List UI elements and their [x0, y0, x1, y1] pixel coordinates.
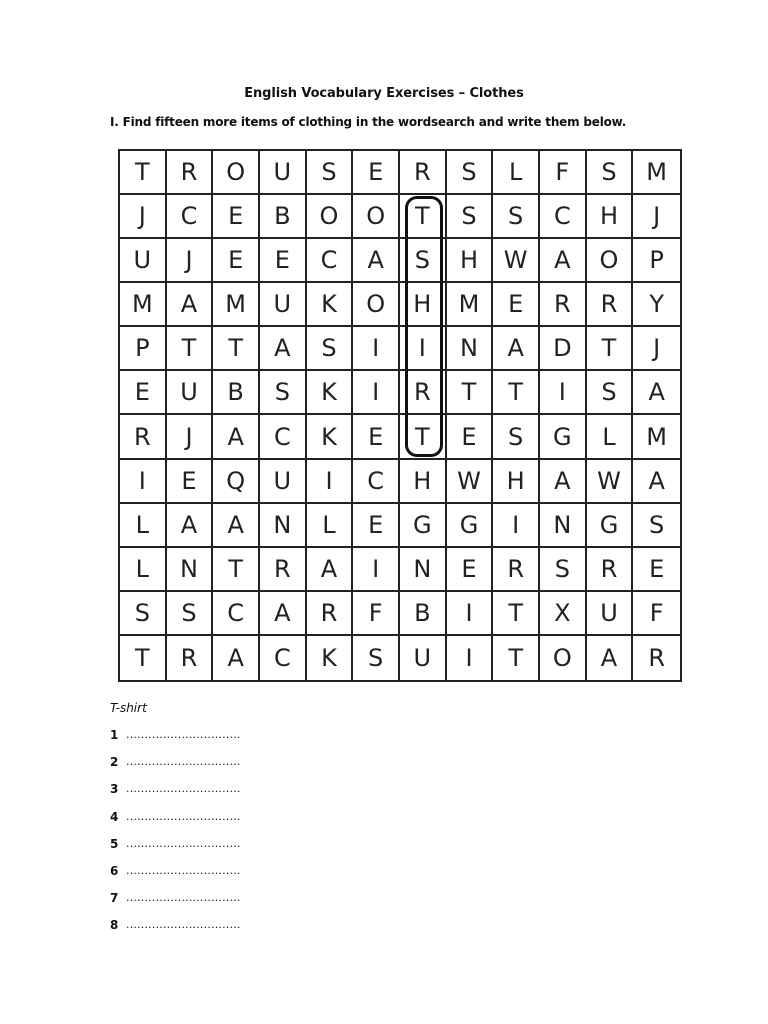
grid-cell[interactable]: A: [493, 327, 540, 371]
grid-cell[interactable]: A: [260, 592, 307, 636]
answer-row: [110, 837, 241, 864]
answer-row: [110, 918, 241, 945]
grid-cell[interactable]: E: [353, 504, 400, 548]
grid-cell[interactable]: C: [307, 239, 354, 283]
grid-cell[interactable]: R: [400, 151, 447, 195]
grid-cell[interactable]: B: [213, 371, 260, 415]
grid-cell[interactable]: S: [633, 504, 680, 548]
grid-cell[interactable]: C: [353, 460, 400, 504]
grid-cell[interactable]: I: [353, 548, 400, 592]
answer-row: [110, 755, 241, 782]
grid-cell[interactable]: R: [648, 643, 665, 672]
grid-cell[interactable]: N: [447, 327, 494, 371]
grid-cell[interactable]: T: [493, 592, 540, 636]
instruction-text: I. Find fifteen more items of clothing in the wordsearch and write them below.: [110, 115, 627, 129]
grid-cell[interactable]: R: [540, 283, 587, 327]
grid-cell[interactable]: H: [587, 195, 634, 239]
grid-cell[interactable]: E: [213, 239, 260, 283]
answer-blank[interactable]: ...............................: [126, 782, 241, 796]
answer-number: 2: [110, 755, 119, 770]
grid-cell[interactable]: B: [260, 195, 307, 239]
grid-cell[interactable]: S: [167, 592, 214, 636]
grid-cell[interactable]: U: [587, 592, 634, 636]
answer-number: 8: [110, 918, 119, 933]
grid-cell[interactable]: W: [587, 460, 634, 504]
answer-row: [110, 891, 241, 918]
grid-cell[interactable]: S: [587, 371, 634, 415]
grid-cell[interactable]: E: [353, 415, 400, 459]
grid-cell[interactable]: T: [167, 327, 214, 371]
grid-cell[interactable]: U: [260, 460, 307, 504]
answer-blank[interactable]: ...............................: [126, 809, 241, 823]
grid-cell[interactable]: S: [540, 548, 587, 592]
answer-number: 5: [110, 836, 119, 851]
grid-cell[interactable]: O: [353, 195, 400, 239]
grid-cell[interactable]: A: [167, 283, 214, 327]
grid-cell[interactable]: R: [587, 283, 634, 327]
grid-cell[interactable]: A: [213, 504, 260, 548]
grid-cell[interactable]: I: [307, 460, 354, 504]
grid-cell[interactable]: J: [167, 239, 214, 283]
grid-cell[interactable]: T: [213, 548, 260, 592]
answer-row: [110, 864, 241, 891]
grid-cell[interactable]: E: [260, 239, 307, 283]
grid-cell[interactable]: O: [213, 151, 260, 195]
grid-cell[interactable]: R: [120, 415, 167, 459]
grid-cell[interactable]: T: [493, 636, 540, 680]
grid-cell[interactable]: A: [540, 239, 587, 283]
grid-cell[interactable]: U: [400, 636, 447, 680]
grid-cell[interactable]: S: [260, 371, 307, 415]
grid-cell[interactable]: G: [447, 504, 494, 548]
answer-number: 1: [110, 728, 119, 742]
grid-cell[interactable]: L: [307, 504, 354, 548]
grid-cell[interactable]: K: [307, 283, 354, 327]
grid-cell[interactable]: A: [213, 636, 260, 680]
grid-cell[interactable]: P: [633, 239, 680, 283]
grid-cell[interactable]: R: [493, 548, 540, 592]
grid-cell[interactable]: O: [307, 195, 354, 239]
grid-cell[interactable]: A: [260, 327, 307, 371]
grid-cell[interactable]: T: [400, 195, 447, 239]
answer-number: 7: [110, 891, 119, 906]
grid-cell[interactable]: H: [447, 239, 494, 283]
grid-cell[interactable]: J: [167, 415, 214, 459]
grid-cell[interactable]: I: [400, 327, 447, 371]
grid-cell[interactable]: S: [353, 636, 400, 680]
grid-cell[interactable]: E: [447, 548, 494, 592]
grid-cell[interactable]: U: [260, 283, 307, 327]
grid-cell[interactable]: G: [540, 415, 587, 459]
page-title: English Vocabulary Exercises – Clothes: [244, 86, 524, 101]
answer-list: [110, 728, 241, 946]
grid-cell[interactable]: N: [167, 548, 214, 592]
grid-cell[interactable]: O: [540, 636, 587, 680]
grid-cell[interactable]: R: [587, 548, 634, 592]
answer-blank[interactable]: ...............................: [126, 728, 241, 741]
grid-cell[interactable]: L: [120, 548, 167, 592]
answer-blank[interactable]: ...............................: [126, 755, 241, 769]
grid-cell[interactable]: G: [400, 504, 447, 548]
grid-cell[interactable]: J: [633, 195, 680, 239]
grid-cell[interactable]: H: [400, 283, 447, 327]
grid-cell[interactable]: M: [633, 415, 680, 459]
grid-cell[interactable]: P: [120, 327, 167, 371]
answer-row: [110, 782, 241, 809]
answer-blank[interactable]: ...............................: [126, 891, 241, 905]
grid-cell[interactable]: L: [120, 504, 167, 548]
grid-cell[interactable]: M: [213, 283, 260, 327]
answer-number: 3: [110, 782, 119, 797]
grid-cell[interactable]: J: [120, 195, 167, 239]
grid-cell[interactable]: J: [633, 327, 680, 371]
grid-cell[interactable]: T: [400, 415, 447, 459]
answer-number: 4: [110, 809, 119, 824]
grid-cell[interactable]: O: [587, 239, 634, 283]
grid-cell[interactable]: C: [260, 636, 307, 680]
grid-cell[interactable]: I: [493, 504, 540, 548]
grid-cell[interactable]: X: [540, 592, 587, 636]
grid-cell[interactable]: S: [307, 151, 354, 195]
grid-cell[interactable]: I: [120, 460, 167, 504]
grid-cell[interactable]: K: [307, 371, 354, 415]
grid-cell[interactable]: T: [493, 371, 540, 415]
grid-cell[interactable]: T: [587, 327, 634, 371]
grid-cell[interactable]: C: [167, 195, 214, 239]
grid-cell[interactable]: N: [260, 504, 307, 548]
grid-cell[interactable]: U: [167, 371, 214, 415]
grid-cell[interactable]: S: [447, 151, 494, 195]
answer-number: 6: [110, 863, 119, 878]
grid-cell[interactable]: H: [400, 460, 447, 504]
grid-cell[interactable]: F: [540, 151, 587, 195]
grid-cell[interactable]: I: [447, 636, 494, 680]
grid-cell[interactable]: M: [120, 283, 167, 327]
wordsearch-grid: [118, 149, 682, 682]
grid-cell[interactable]: A: [540, 460, 587, 504]
grid-cell[interactable]: N: [400, 548, 447, 592]
grid-cell[interactable]: I: [447, 592, 494, 636]
answer-row: [110, 810, 241, 837]
grid-cell[interactable]: Y: [633, 283, 680, 327]
grid-cell[interactable]: C: [213, 592, 260, 636]
answer-blank[interactable]: ...............................: [126, 863, 241, 877]
grid-cell[interactable]: A: [167, 504, 214, 548]
grid-cell[interactable]: B: [400, 592, 447, 636]
grid-cell[interactable]: F: [633, 592, 680, 636]
example-answer: T-shirt: [110, 701, 147, 715]
grid-cell[interactable]: U: [120, 239, 167, 283]
grid-cell[interactable]: D: [540, 327, 587, 371]
grid-cell[interactable]: T: [120, 151, 167, 195]
grid-cell[interactable]: A: [307, 548, 354, 592]
grid-cell[interactable]: E: [213, 195, 260, 239]
grid-cell[interactable]: E: [167, 460, 214, 504]
grid-cell[interactable]: E: [353, 151, 400, 195]
grid-cell[interactable]: W: [447, 460, 494, 504]
grid-cell[interactable]: E: [120, 371, 167, 415]
grid-cell[interactable]: L: [493, 151, 540, 195]
grid-cell[interactable]: I: [353, 371, 400, 415]
grid-cell[interactable]: G: [587, 504, 634, 548]
grid-cell[interactable]: R: [307, 592, 354, 636]
grid-cell[interactable]: A: [353, 239, 400, 283]
grid-cell[interactable]: S: [587, 151, 634, 195]
grid-cell[interactable]: S: [400, 239, 447, 283]
grid-cell[interactable]: A: [213, 415, 260, 459]
grid-cell[interactable]: H: [493, 460, 540, 504]
grid-cell[interactable]: O: [353, 283, 400, 327]
grid-cell[interactable]: C: [260, 415, 307, 459]
grid-cell[interactable]: C: [540, 195, 587, 239]
grid-cell[interactable]: N: [540, 504, 587, 548]
grid-cell[interactable]: A: [633, 460, 680, 504]
grid-cell[interactable]: E: [447, 415, 494, 459]
grid-cell[interactable]: R: [400, 371, 447, 415]
grid-cell[interactable]: M: [633, 151, 680, 195]
grid-cell[interactable]: R: [167, 151, 214, 195]
grid-cell[interactable]: T: [120, 636, 167, 680]
grid-cell[interactable]: F: [353, 592, 400, 636]
grid-cell[interactable]: E: [633, 548, 680, 592]
grid-cell[interactable]: U: [260, 151, 307, 195]
answer-blank[interactable]: ...............................: [126, 918, 241, 932]
grid-cell[interactable]: R: [260, 548, 307, 592]
grid-cell[interactable]: T: [213, 327, 260, 371]
grid-cell[interactable]: K: [307, 636, 354, 680]
answer-row: [110, 728, 241, 755]
grid-cell[interactable]: I: [540, 371, 587, 415]
grid-cell[interactable]: I: [353, 327, 400, 371]
grid-cell[interactable]: A: [633, 371, 680, 415]
grid-cell[interactable]: S: [493, 195, 540, 239]
grid-cell[interactable]: W: [493, 239, 540, 283]
grid-cell[interactable]: E: [493, 283, 540, 327]
grid-cell[interactable]: K: [307, 415, 354, 459]
answer-blank[interactable]: ...............................: [126, 836, 241, 850]
grid-cell[interactable]: M: [447, 283, 494, 327]
grid-cell[interactable]: S: [120, 592, 167, 636]
grid-cell[interactable]: S: [493, 415, 540, 459]
grid-cell[interactable]: Q: [213, 460, 260, 504]
grid-cell[interactable]: L: [587, 415, 634, 459]
grid-cell[interactable]: T: [447, 371, 494, 415]
grid-cell[interactable]: A: [587, 636, 634, 680]
grid-cell[interactable]: S: [447, 195, 494, 239]
grid-cell[interactable]: S: [307, 327, 354, 371]
grid-cell[interactable]: R: [167, 636, 214, 680]
